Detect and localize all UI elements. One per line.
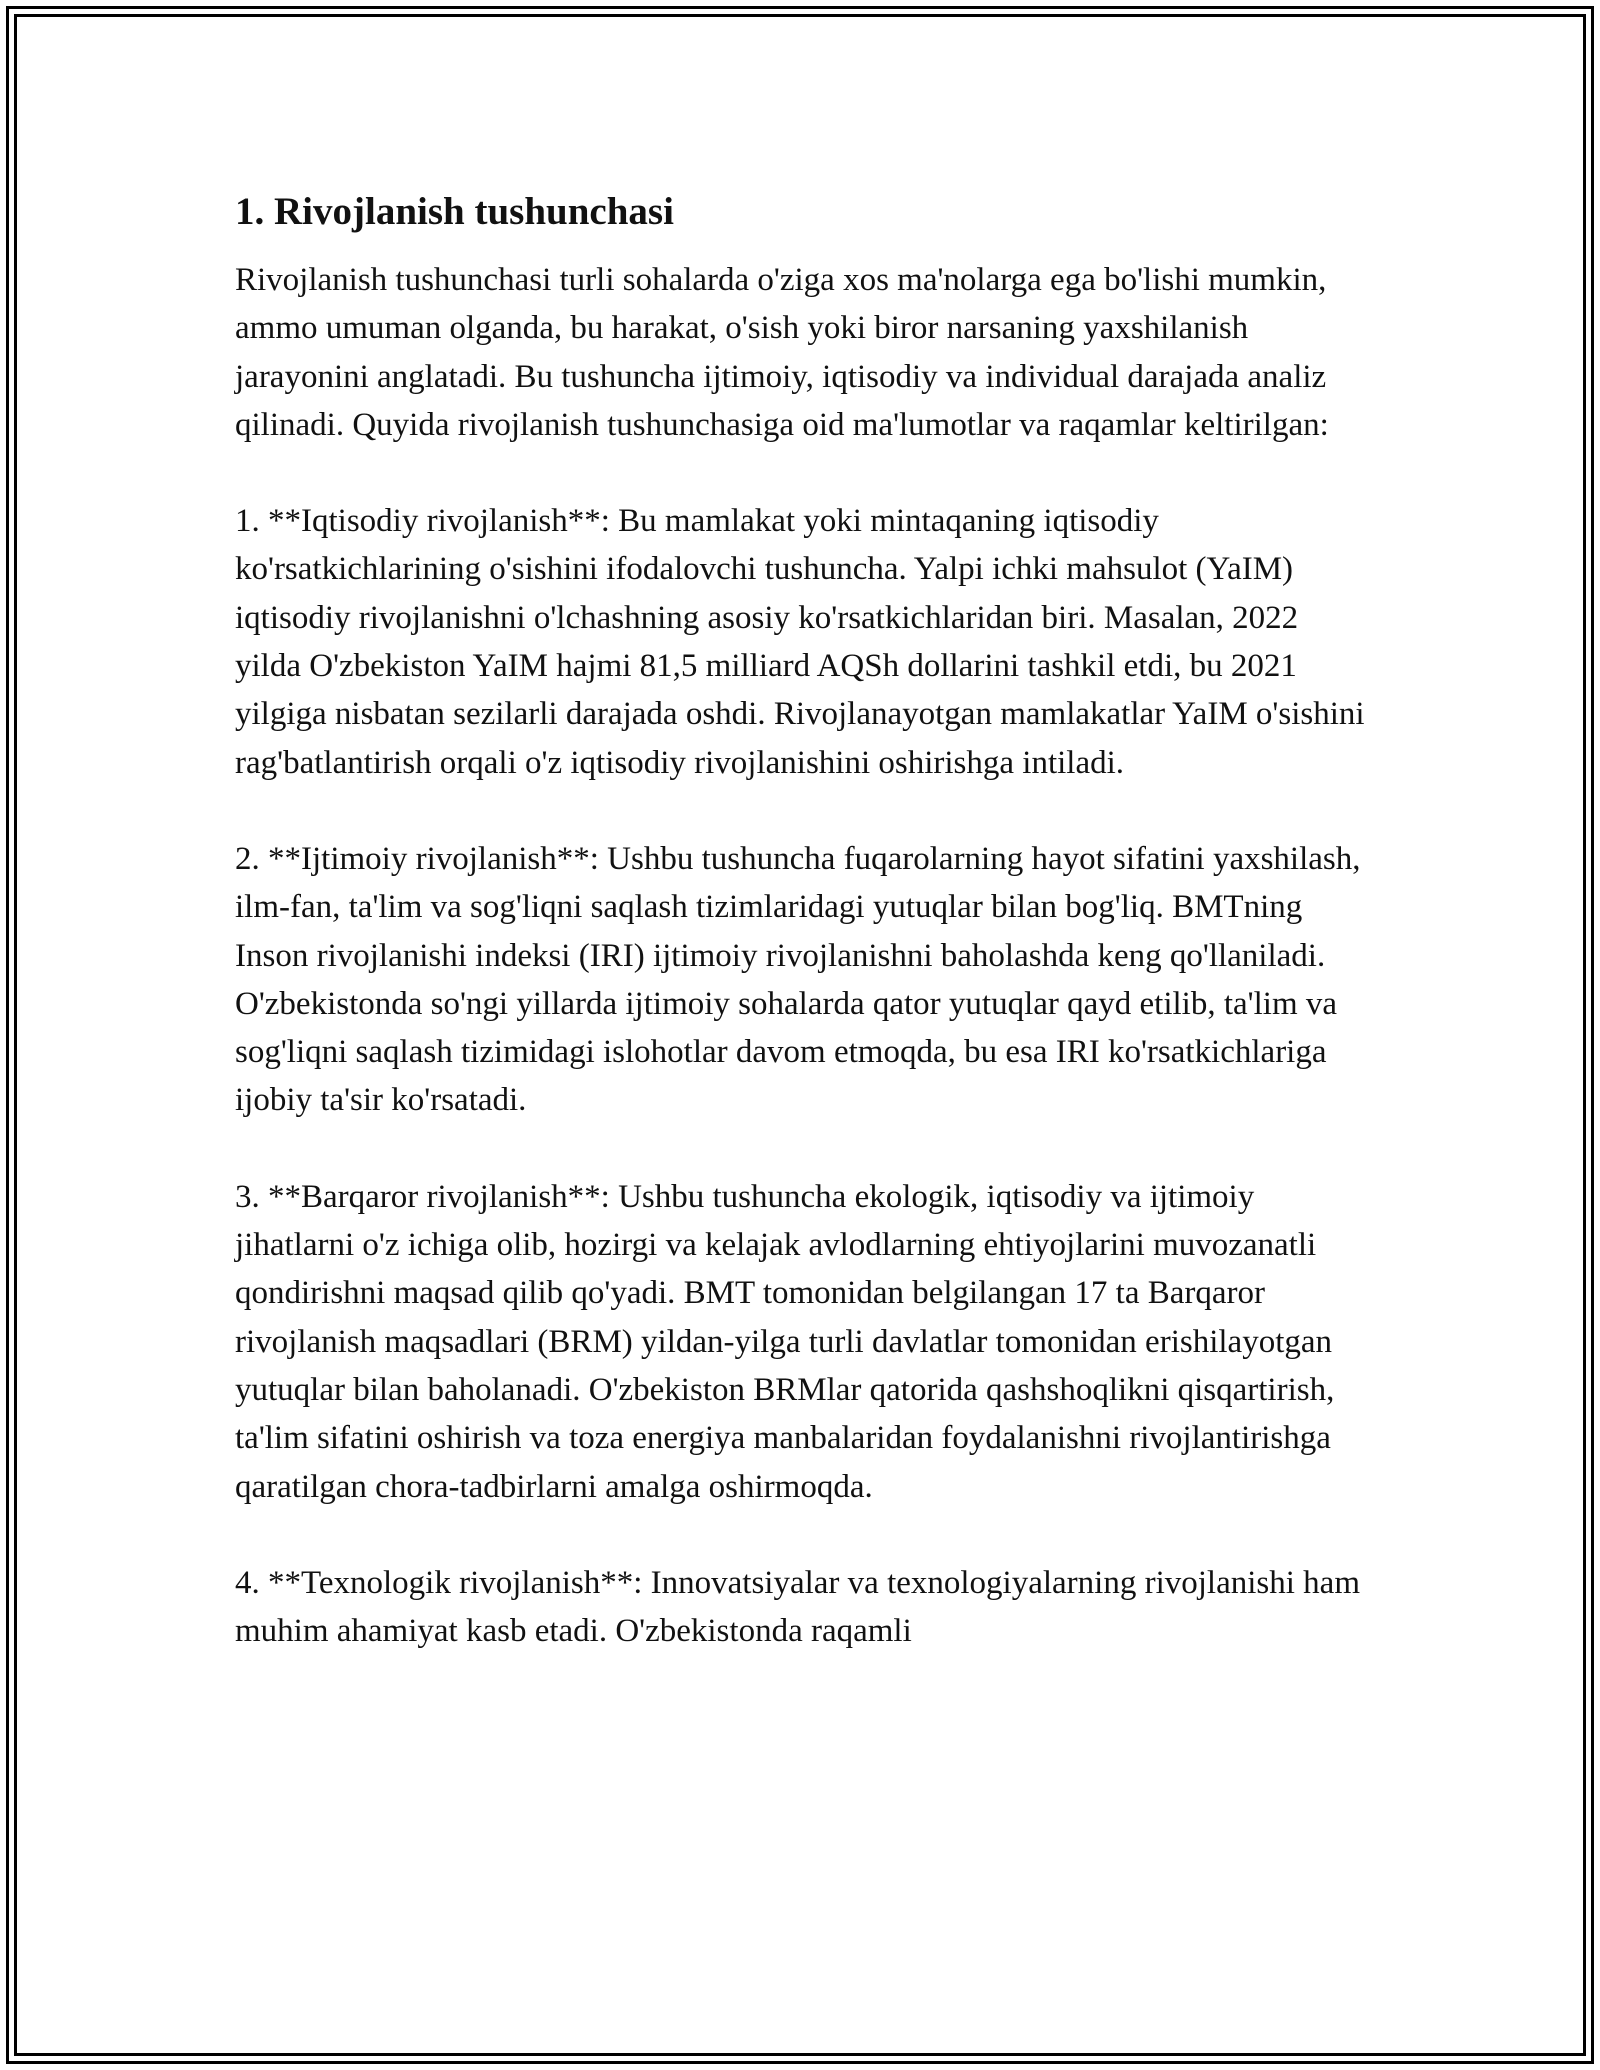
section-heading: 1. Rivojlanish tushunchasi	[235, 190, 674, 233]
document-body	[235, 188, 1365, 1703]
sustainable-development-paragraph: 3. **Barqaror rivojlanish**: Ushbu tushuncha ekologik, iqtisodiy va ijtimoiy jihatlarni o'z ichiga olib, hozirgi va kelajak avlodlarning ehtiyojlarini muvozanatli qondirishni maqsad qilib qo'yadi. BMT tomonidan belgilangan 17 ta Barqaror rivojlanish maqsadlari (BRM) yildan-yilga turli davlatlar tomonidan erishilayotgan yutuqlar bilan baholanadi. O'zbekiston BRMlar qatorida qashshoqlikni qisqartirish, ta'lim sifatini oshirish va toza energiya manbalaridan foydalanishni rivojlantirishga qaratilgan chora-tadbirlarni amalga oshirmoqda.	[235, 1178, 1335, 1505]
economic-development-paragraph: 1. **Iqtisodiy rivojlanish**: Bu mamlakat yoki mintaqaning iqtisodiy ko'rsatkichlarining o'sishini ifodalovchi tushuncha. Yalpi ichki mahsulot (YaIM) iqtisodiy rivojlanishni o'lchashning asosiy ko'rsatkichlaridan biri. Masalan, 2022 yilda O'zbekiston YaIM hajmi 81,5 milliard AQSh dollarini tashkil etdi, bu 2021 yilgiga nisbatan sezilarli darajada oshdi. Rivojlanayotgan mamlakatlar YaIM o'sishini rag'batlantirish orqali o'z iqtisodiy rivojlanishini oshirishga intiladi.	[235, 503, 1365, 781]
technological-development-paragraph: 4. **Texnologik rivojlanish**: Innovatsiyalar va texnologiyalarning rivojlanishi ham muhim ahamiyat kasb etadi. O'zbekistonda raqamli	[235, 1564, 1360, 1650]
intro-paragraph: Rivojlanish tushunchasi turli sohalarda o'ziga xos ma'nolarga ega bo'lishi mumkin, ammo umuman olganda, bu harakat, o'sish yoki biror narsaning yaxshilanish jarayonini anglatadi. Bu tushuncha ijtimoiy, iqtisodiy va individual darajada analiz qilinadi. Quyida rivojlanish tushunchasiga oid ma'lumotlar va raqamlar keltirilgan:	[235, 262, 1329, 443]
social-development-paragraph: 2. **Ijtimoiy rivojlanish**: Ushbu tushuncha fuqarolarning hayot sifatini yaxshilash, ilm-fan, ta'lim va sog'liqni saqlash tizimlaridagi yutuqlar bilan bog'liq. BMTning Inson rivojlanishi indeksi (IRI) ijtimoiy rivojlanishni baholashda keng qo'llaniladi. O'zbekistonda so'ngi yillarda ijtimoiy sohalarda qator yutuqlar qayd etilib, ta'lim va sog'liqni saqlash tizimidagi islohotlar davom etmoqda, bu esa IRI ko'rsatkichlariga ijobiy ta'sir ko'rsatadi.	[235, 840, 1361, 1119]
